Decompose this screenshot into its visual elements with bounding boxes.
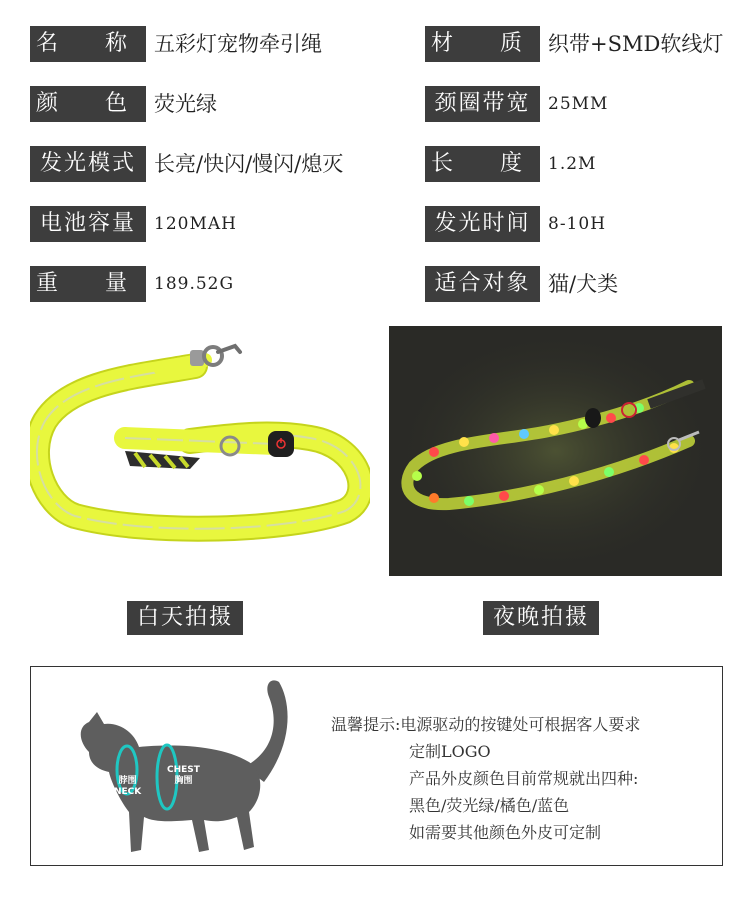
- spec-label-material: 材 质: [425, 26, 540, 62]
- spec-value-suitable-for: 猫/犬类: [548, 272, 619, 296]
- tip-line-3: 产品外皮颜色目前常规就出四种:: [409, 769, 639, 788]
- cat-measurement-diagram: [49, 672, 309, 866]
- spec-value-material: 织带+SMD软线灯: [548, 32, 724, 56]
- spec-label-light-mode: 发光模式: [30, 146, 146, 182]
- spec-label-name: 名 称: [30, 26, 146, 62]
- spec-value-color: 荧光绿: [154, 92, 217, 116]
- spec-label-collar-width: 颈圈带宽: [425, 86, 540, 122]
- nighttime-leash-photo: [389, 326, 722, 576]
- spec-row-2: [0, 84, 750, 126]
- spec-value-name: 五彩灯宠物牵引绳: [154, 32, 322, 56]
- power-button-icon: [268, 431, 294, 457]
- chest-label-cn: 胸围: [174, 776, 193, 786]
- spec-value-light-mode: 长亮/快闪/慢闪/熄灭: [154, 152, 344, 176]
- spec-value-weight: 189.52G: [154, 274, 235, 294]
- tip-line-1: 温馨提示:电源驱动的按键处可根据客人要求: [331, 715, 641, 734]
- leash-day-illustration: [30, 326, 370, 576]
- spec-value-collar-width: 25MM: [548, 94, 609, 114]
- neck-label-cn: 脖围: [118, 776, 137, 786]
- spec-label-suitable-for: 适合对象: [425, 266, 540, 302]
- daytime-caption: 白天拍摄: [127, 601, 243, 635]
- chest-label-en: CHEST: [167, 765, 200, 775]
- spec-value-battery: 120MAH: [154, 214, 237, 234]
- neck-label: [114, 776, 141, 798]
- spec-label-color: 颜 色: [30, 86, 146, 122]
- chest-label: [167, 765, 200, 787]
- nighttime-caption: 夜晚拍摄: [483, 601, 599, 635]
- daytime-leash-photo: [30, 326, 370, 576]
- tip-line-4: 黑色/荧光绿/橘色/蓝色: [409, 796, 570, 815]
- leash-night-illustration: [389, 326, 722, 576]
- spec-row-3: [0, 144, 750, 186]
- neck-label-en: NECK: [114, 787, 142, 797]
- tips-text: [331, 711, 640, 846]
- spec-label-light-time: 发光时间: [425, 206, 540, 242]
- spec-value-light-time: 8-10H: [548, 214, 607, 234]
- tips-box: [30, 666, 723, 866]
- spec-row-5: [0, 264, 750, 306]
- spec-label-battery: 电池容量: [30, 206, 146, 242]
- tip-line-5: 如需要其他颜色外皮可定制: [409, 823, 602, 842]
- spec-row-4: [0, 204, 750, 246]
- spec-value-length: 1.2M: [548, 154, 597, 174]
- spec-label-weight: 重 量: [30, 266, 146, 302]
- spec-label-length: 长 度: [425, 146, 540, 182]
- tip-line-2: 定制LOGO: [409, 742, 491, 761]
- spec-row-1: [0, 24, 750, 66]
